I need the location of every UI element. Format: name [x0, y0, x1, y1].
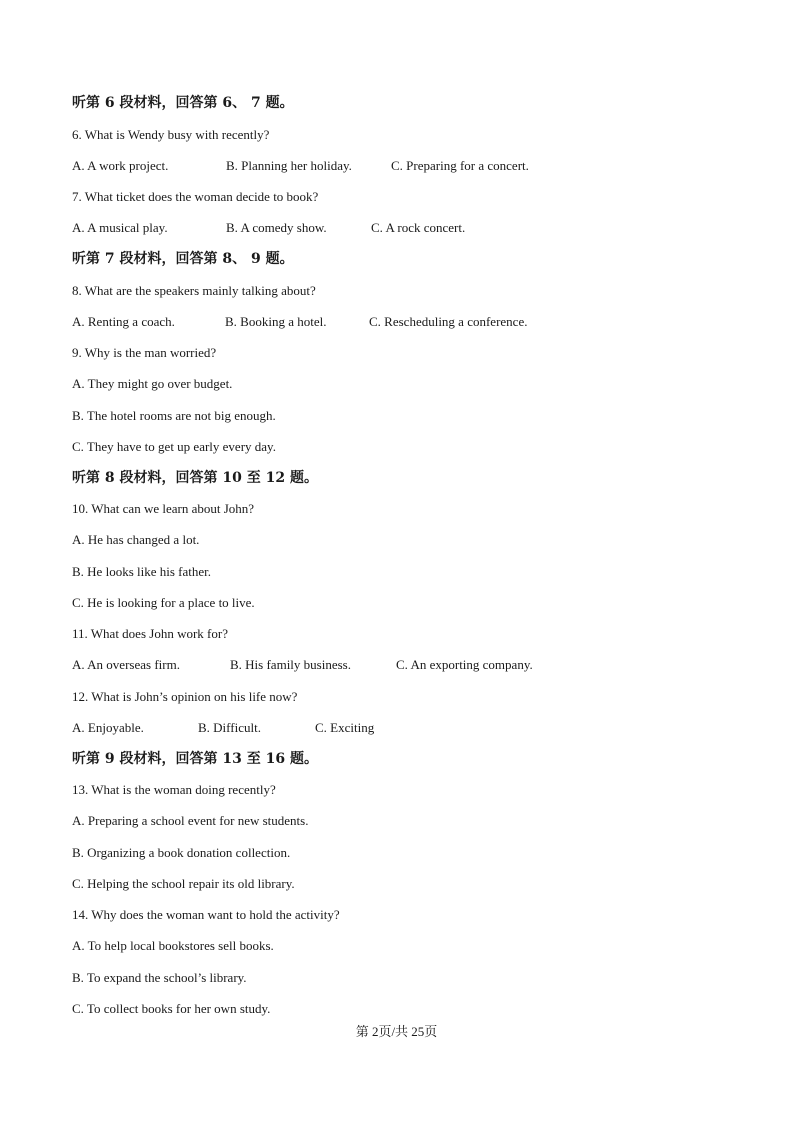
option-b: B. The hotel rooms are not big enough.: [72, 408, 276, 423]
option-b: B. His family business.: [230, 657, 351, 672]
option-a: A. Preparing a school event for new students.: [72, 813, 309, 828]
section-heading: 听第 7 段材料，回答第 8、 9 题。: [72, 251, 294, 267]
option-c: C. Exciting: [315, 720, 375, 735]
option-a: A. Enjoyable.: [72, 720, 144, 735]
option-c: C. Rescheduling a conference.: [369, 314, 528, 329]
option-c: C. A rock concert.: [371, 220, 466, 235]
option-a: A. A musical play.: [72, 220, 168, 235]
option-b: B. Booking a hotel.: [225, 314, 327, 329]
question-text: 12. What is John’s opinion on his life now?: [72, 689, 298, 704]
option-a: A. A work project.: [72, 158, 169, 173]
question-text: 14. Why does the woman want to hold the activity?: [72, 907, 340, 922]
option-a: A. An overseas firm.: [72, 657, 180, 672]
question-text: 10. What can we learn about John?: [72, 501, 255, 516]
question-text: 8. What are the speakers mainly talking about?: [72, 283, 316, 298]
option-c: C. Helping the school repair its old library.: [72, 876, 295, 891]
question-text: 9. Why is the man worried?: [72, 345, 217, 360]
option-c: C. To collect books for her own study.: [72, 1001, 271, 1016]
option-a: A. Renting a coach.: [72, 314, 175, 329]
option-c: C. They have to get up early every day.: [72, 439, 276, 454]
option-b: B. Planning her holiday.: [226, 158, 352, 173]
option-b: B. To expand the school’s library.: [72, 970, 247, 985]
option-b: B. He looks like his father.: [72, 564, 212, 579]
section-heading: 听第 6 段材料，回答第 6、 7 题。: [72, 95, 294, 111]
option-a: A. He has changed a lot.: [72, 532, 200, 547]
option-c: C. An exporting company.: [396, 657, 533, 672]
option-c: C. He is looking for a place to live.: [72, 595, 255, 610]
option-b: B. Organizing a book donation collection.: [72, 845, 291, 860]
question-text: 11. What does John work for?: [72, 626, 228, 641]
page-footer: 第 2页/共 25页: [355, 1024, 438, 1039]
option-b: B. A comedy show.: [226, 220, 327, 235]
option-c: C. Preparing for a concert.: [391, 158, 529, 173]
section-heading: 听第 8 段材料，回答第 10 至 12 题。: [72, 470, 318, 486]
option-a: A. To help local bookstores sell books.: [72, 938, 274, 953]
question-text: 6. What is Wendy busy with recently?: [72, 127, 270, 142]
question-text: 13. What is the woman doing recently?: [72, 782, 276, 797]
question-text: 7. What ticket does the woman decide to book?: [72, 189, 319, 204]
section-heading: 听第 9 段材料，回答第 13 至 16 题。: [72, 751, 318, 767]
option-b: B. Difficult.: [198, 720, 261, 735]
option-a: A. They might go over budget.: [72, 376, 233, 391]
